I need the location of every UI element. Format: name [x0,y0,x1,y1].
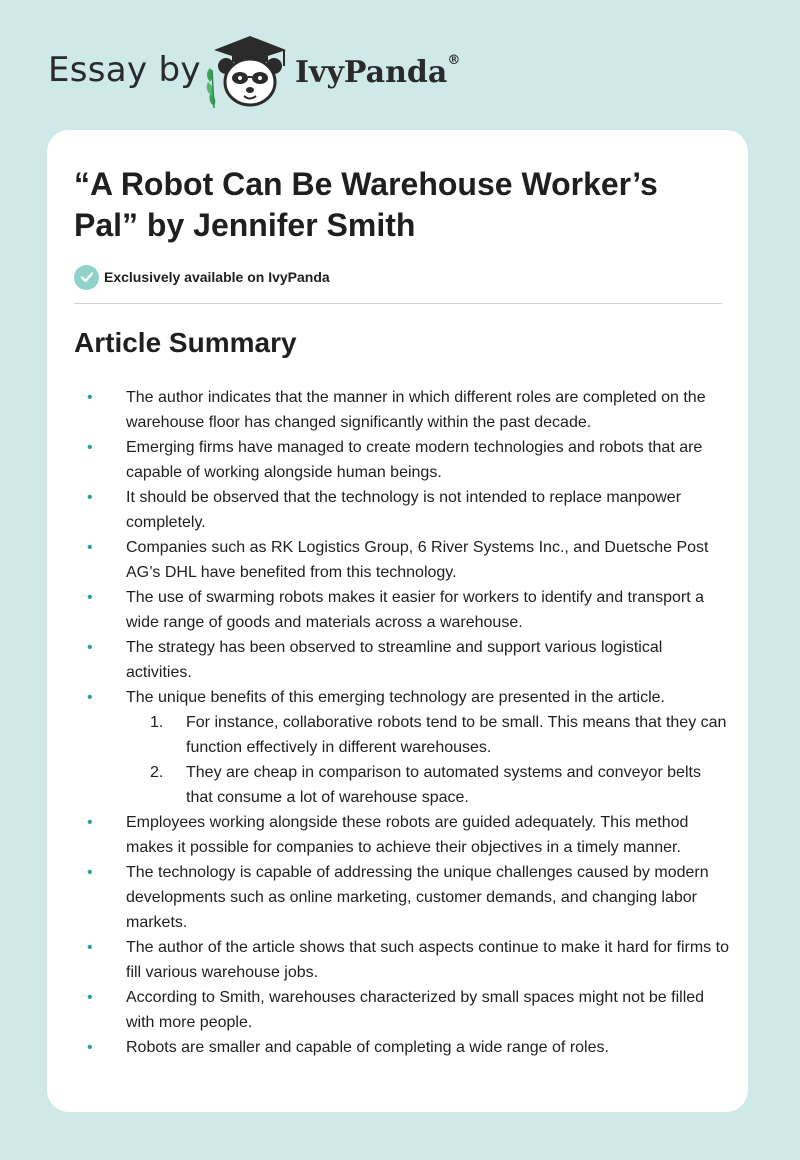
site-header [0,0,800,130]
list-item-text: Emerging firms have managed to create modern technologies and robots that are capable of working alongside human beings. [126,439,703,481]
list-item [74,585,729,635]
brand-text: IvyPanda [295,55,448,90]
bullet-icon: • [87,489,93,506]
bullet-icon: • [87,689,93,706]
article-card [47,130,748,1112]
list-item-text: The unique benefits of this emerging technology are presented in the article. [126,689,665,706]
list-item [74,935,729,985]
list-item [74,1035,729,1060]
list-item [74,985,729,1035]
list-item [74,535,729,585]
list-item [74,810,729,860]
bullet-icon: • [87,439,93,456]
list-item-text: Robots are smaller and capable of completing a wide range of roles. [126,1039,609,1056]
sublist-item [126,760,729,810]
essay-by-label: Essay by [48,50,201,90]
benefits-sublist [126,710,729,810]
bullet-icon: • [87,814,93,831]
sublist-item-text: They are cheap in comparison to automated systems and conveyor belts that consume a lot of warehouse space. [186,764,701,806]
list-item [74,385,729,435]
list-item-text: Employees working alongside these robots are guided adequately. This method makes it possible for companies to achieve their objectives in a timely manner. [126,814,689,856]
list-item-text: The author of the article shows that such aspects continue to make it hard for firms to fill various warehouse jobs. [126,939,729,981]
brand-name[interactable] [295,55,460,90]
bullet-icon: • [87,989,93,1006]
list-item-text: The author indicates that the manner in which different roles are completed on the warehouse floor has changed significantly within the past decade. [126,389,706,431]
list-item-text: The use of swarming robots makes it easier for workers to identify and transport a wide range of goods and materials across a warehouse. [126,589,705,631]
article-title: “A Robot Can Be Warehouse Worker’s Pal” by Jennifer Smith [74,166,658,243]
list-item-text: According to Smith, warehouses characterized by small spaces might not be filled with more people. [126,989,705,1031]
bullet-icon: • [87,939,93,956]
list-item-text: Companies such as RK Logistics Group, 6 River Systems Inc., and Duetsche Post AG’s DHL have benefited from this technology. [126,539,709,581]
list-item-text: The strategy has been observed to streamline and support various logistical activities. [126,639,663,681]
bullet-icon: • [87,639,93,656]
list-item-text: The technology is capable of addressing the unique challenges caused by modern developments such as online marketing, customer demands, and changing labor markets. [126,864,709,931]
bullet-icon: • [87,539,93,556]
exclusive-badge-text: Exclusively available on IvyPanda [104,269,330,285]
title-divider [74,303,722,304]
list-item [74,485,729,535]
list-item [74,635,729,685]
sublist-item-text: For instance, collaborative robots tend to be small. This means that they can function effectively in different warehouses. [186,714,727,756]
list-item-text: It should be observed that the technology is not intended to replace manpower completely. [126,489,682,531]
check-circle-icon [74,265,99,290]
sublist-number: 1. [150,714,164,731]
sublist-number: 2. [150,764,164,781]
bullet-icon: • [87,389,93,406]
sublist-item [126,710,729,760]
list-item [74,685,729,810]
registered-mark: ® [447,53,461,68]
bullet-icon: • [87,864,93,881]
bullet-icon: • [87,589,93,606]
exclusive-badge [74,264,330,290]
ivypanda-panda-logo-icon [200,30,292,110]
list-item [74,435,729,485]
list-item [74,860,729,935]
bullet-icon: • [87,1039,93,1056]
section-title: Article Summary [74,327,297,358]
summary-list [74,385,729,1060]
